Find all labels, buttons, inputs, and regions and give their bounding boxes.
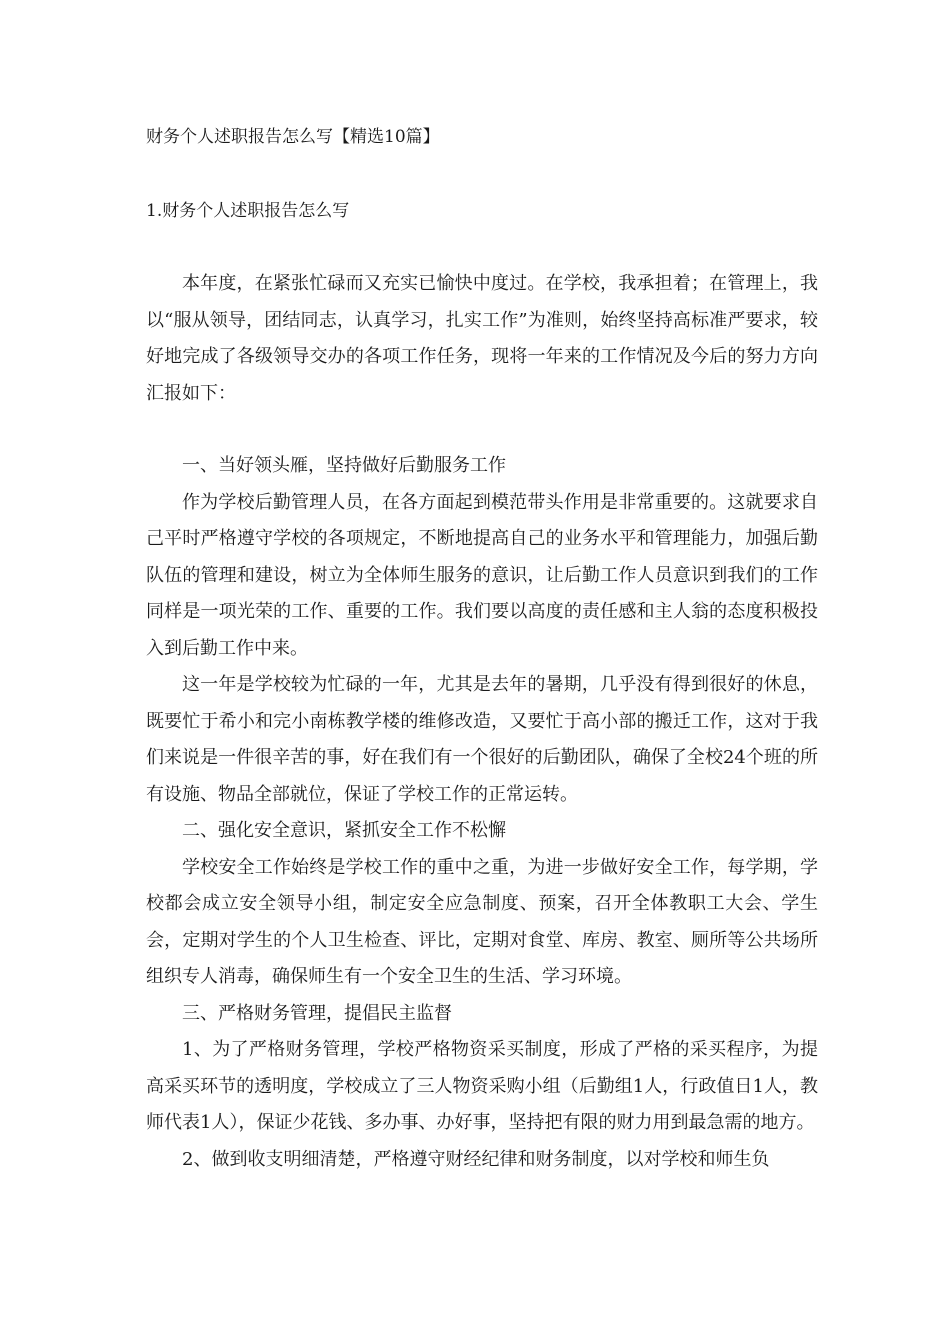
paragraph: 2、做到收支明细清楚，严格遵守财经纪律和财务制度，以对学校和师生负 (182, 1148, 770, 1170)
document-title: 财务个人述职报告怎么写【精选10篇】 (146, 127, 440, 147)
subheading-1: 一、当好领头雁，坚持做好后勤服务工作 (182, 455, 506, 476)
subheading-3: 三、严格财务管理，提倡民主监督 (182, 1002, 452, 1024)
document-body (146, 266, 818, 1178)
subheading-2: 二、强化安全意识，紧抓安全工作不松懈 (182, 820, 506, 841)
intro-paragraph: 本年度，在紧张忙碌而又充实已愉快中度过。在学校，我承担着；在管理上，我以“服从领导，团结同志，认真学习，扎实工作”为准则，始终坚持高标准严要求，较好地完成了各级领导交办的各项工作任务，现将一年来的工作情况及今后的努力方向汇报如下： (146, 273, 818, 404)
paragraph: 1、为了严格财务管理，学校严格物资采买制度，形成了严格的采买程序，为提高采买环节的透明度，学校成立了三人物资采购小组（后勤组1人，行政值日1人，教师代表1人），保证少花钱、多办事、办好事，坚持把有限的财力用到最急需的地方。 (146, 1039, 818, 1133)
paragraph: 这一年是学校较为忙碌的一年，尤其是去年的暑期，几乎没有得到很好的休息，既要忙于希小和完小南栋教学楼的维修改造，又要忙于高小部的搬迁工作，这对于我们来说是一件很辛苦的事，好在我们有一个很好的后勤团队，确保了全校24个班的所有设施、物品全部就位，保证了学校工作的正常运转。 (146, 674, 818, 805)
section-heading: 1.财务个人述职报告怎么写 (146, 201, 350, 221)
paragraph: 作为学校后勤管理人员，在各方面起到模范带头作用是非常重要的。这就要求自己平时严格遵守学校的各项规定，不断地提高自己的业务水平和管理能力，加强后勤队伍的管理和建设，树立为全体师生服务的意识，让后勤工作人员意识到我们的工作同样是一项光荣的工作、重要的工作。我们要以高度的责任感和主人翁的态度积极投入到后勤工作中来。 (146, 491, 818, 659)
paragraph: 学校安全工作始终是学校工作的重中之重，为进一步做好安全工作，每学期，学校都会成立安全领导小组，制定安全应急制度、预案，召开全体教职工大会、学生会，定期对学生的个人卫生检查、评比，定期对食堂、库房、教室、厕所等公共场所组织专人消毒，确保师生有一个安全卫生的生活、学习环境。 (146, 856, 818, 987)
